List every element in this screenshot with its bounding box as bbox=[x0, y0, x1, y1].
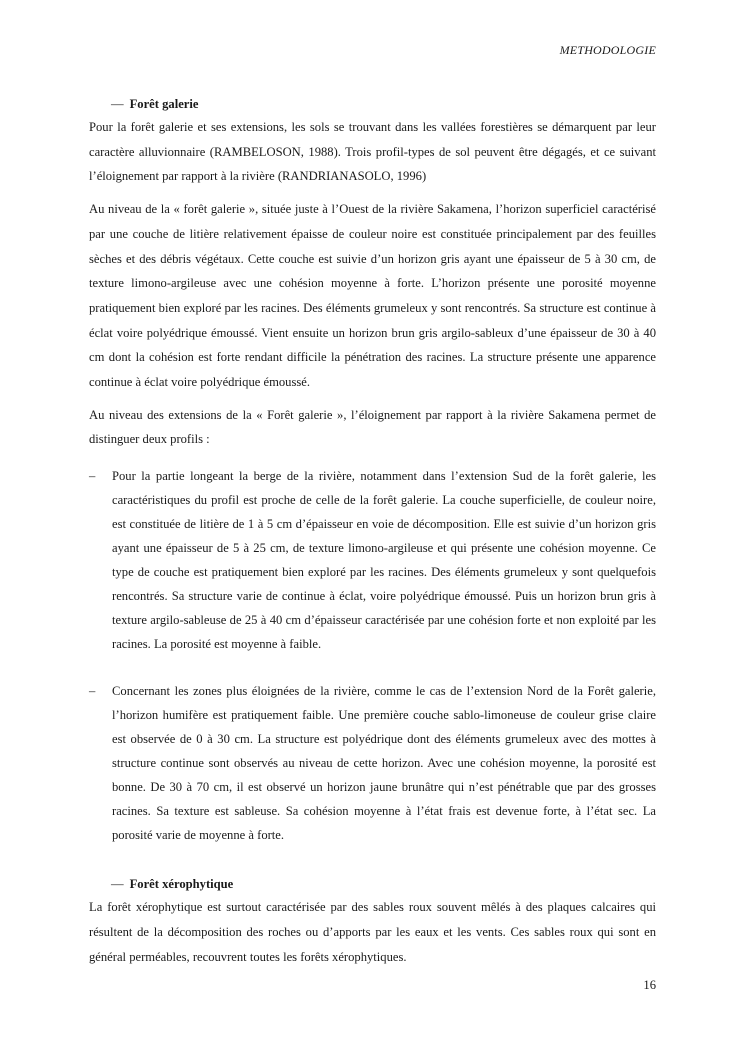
section-heading-foret-galerie bbox=[89, 93, 656, 115]
bullet-marker: – bbox=[89, 684, 96, 699]
list-item-text: Concernant les zones plus éloignées de la rivière, comme le cas de l’extension Nord de la Forêt galerie, l’horizon humifère est pratiquement faible. Une première couche sablo-limoneuse de couleur grise claire est observée de 0 à 30 cm. La structure est polyédrique dont des éléments grumeleux avec des mottes à structure continue sont observés au niveau de cette horizon. Avec une cohésion moyenne, la porosité est bonne. De 30 à 70 cm, il est observé un horizon jaune brunâtre qui n’est pénétrable que par des grosses racines. Sa texture est sableuse. Sa cohésion moyenne à l’état frais est devenue forte, à l’état sec. La porosité varie de moyenne à forte. bbox=[112, 684, 656, 843]
heading-dash: — bbox=[111, 97, 124, 111]
paragraph: Au niveau des extensions de la « Forêt galerie », l’éloignement par rapport à la rivière Sakamena permet de distinguer deux profils : bbox=[89, 407, 656, 447]
paragraph: La forêt xérophytique est surtout caractérisée par des sables roux souvent mêlés à des plaques calcaires qui résultent de la décomposition des roches ou d’apports par les eaux et les vents. Ces sables roux qui sont en général perméables, recouvrent toutes les forêts xérophytiques. bbox=[89, 900, 656, 964]
running-header: METHODOLOGIE bbox=[559, 43, 656, 57]
heading-title: Forêt xérophytique bbox=[129, 877, 234, 892]
list-item bbox=[89, 464, 656, 656]
paragraph: Au niveau de la « forêt galerie », située juste à l’Ouest de la rivière Sakamena, l’horizon superficiel caractérisé par une couche de litière relativement épaisse de couleur noire est constituée principalement par des feuilles sèches et des débris végétaux. Cette couche est suivie d’un horizon gris ayant une épaisseur de 5 à 30 cm, de texture limono-argileuse avec une cohésion moyenne à forte. L’horizon présente une porosité moyenne pratiquement bien exploré par les racines. Des éléments grumeleux y sont rencontrés. Sa structure est continue à éclat voire polyédrique émoussé. Vient ensuite un horizon brun gris argilo-sableux d’une épaisseur de 30 à 40 cm dont la cohésion est forte rendant difficile la pénétration des racines. La structure présente une apparence continue à éclat voire polyédrique émoussé. bbox=[89, 202, 656, 390]
list-item bbox=[89, 679, 656, 847]
section-heading-foret-xerophytique bbox=[89, 873, 656, 895]
bullet-marker: – bbox=[89, 469, 96, 484]
paragraph: Pour la forêt galerie et ses extensions, les sols se trouvant dans les vallées forestières se démarquent par leur caractère alluvionnaire (RAMBELOSON, 1988). Trois profil-types de sol peuvent être dégagés, et ce suivant l’éloignement par rapport à la rivière (RANDRIANASOLO, 1996) bbox=[89, 120, 656, 184]
profile-list bbox=[89, 464, 656, 847]
heading-dash: — bbox=[111, 877, 124, 892]
page-number: 16 bbox=[643, 978, 656, 992]
list-item-text: Pour la partie longeant la berge de la rivière, notamment dans l’extension Sud de la forêt galerie, les caractéristiques du profil est proche de celle de la forêt galerie. La couche superficielle, de couleur noire, est constituée de litière de 1 à 5 cm d’épaisseur en voie de décomposition. Elle est suivie d’un horizon gris ayant une épaisseur de 5 à 25 cm, de texture limono-argileuse et qui présente une cohésion moyenne. Ce type de couche est pratiquement bien exploré par les racines. Des éléments grumeleux y sont quelquefois rencontrés. Sa structure varie de continue à éclat, voire polyédrique émoussé. Puis un horizon brun gris à texture argilo-sableuse de 25 à 40 cm d’épaisseur caractérisée par une cohésion forte et non exploité par les racines. La porosité est moyenne à faible. bbox=[112, 469, 656, 652]
page-body bbox=[89, 87, 656, 969]
heading-title: Forêt galerie bbox=[129, 97, 199, 111]
